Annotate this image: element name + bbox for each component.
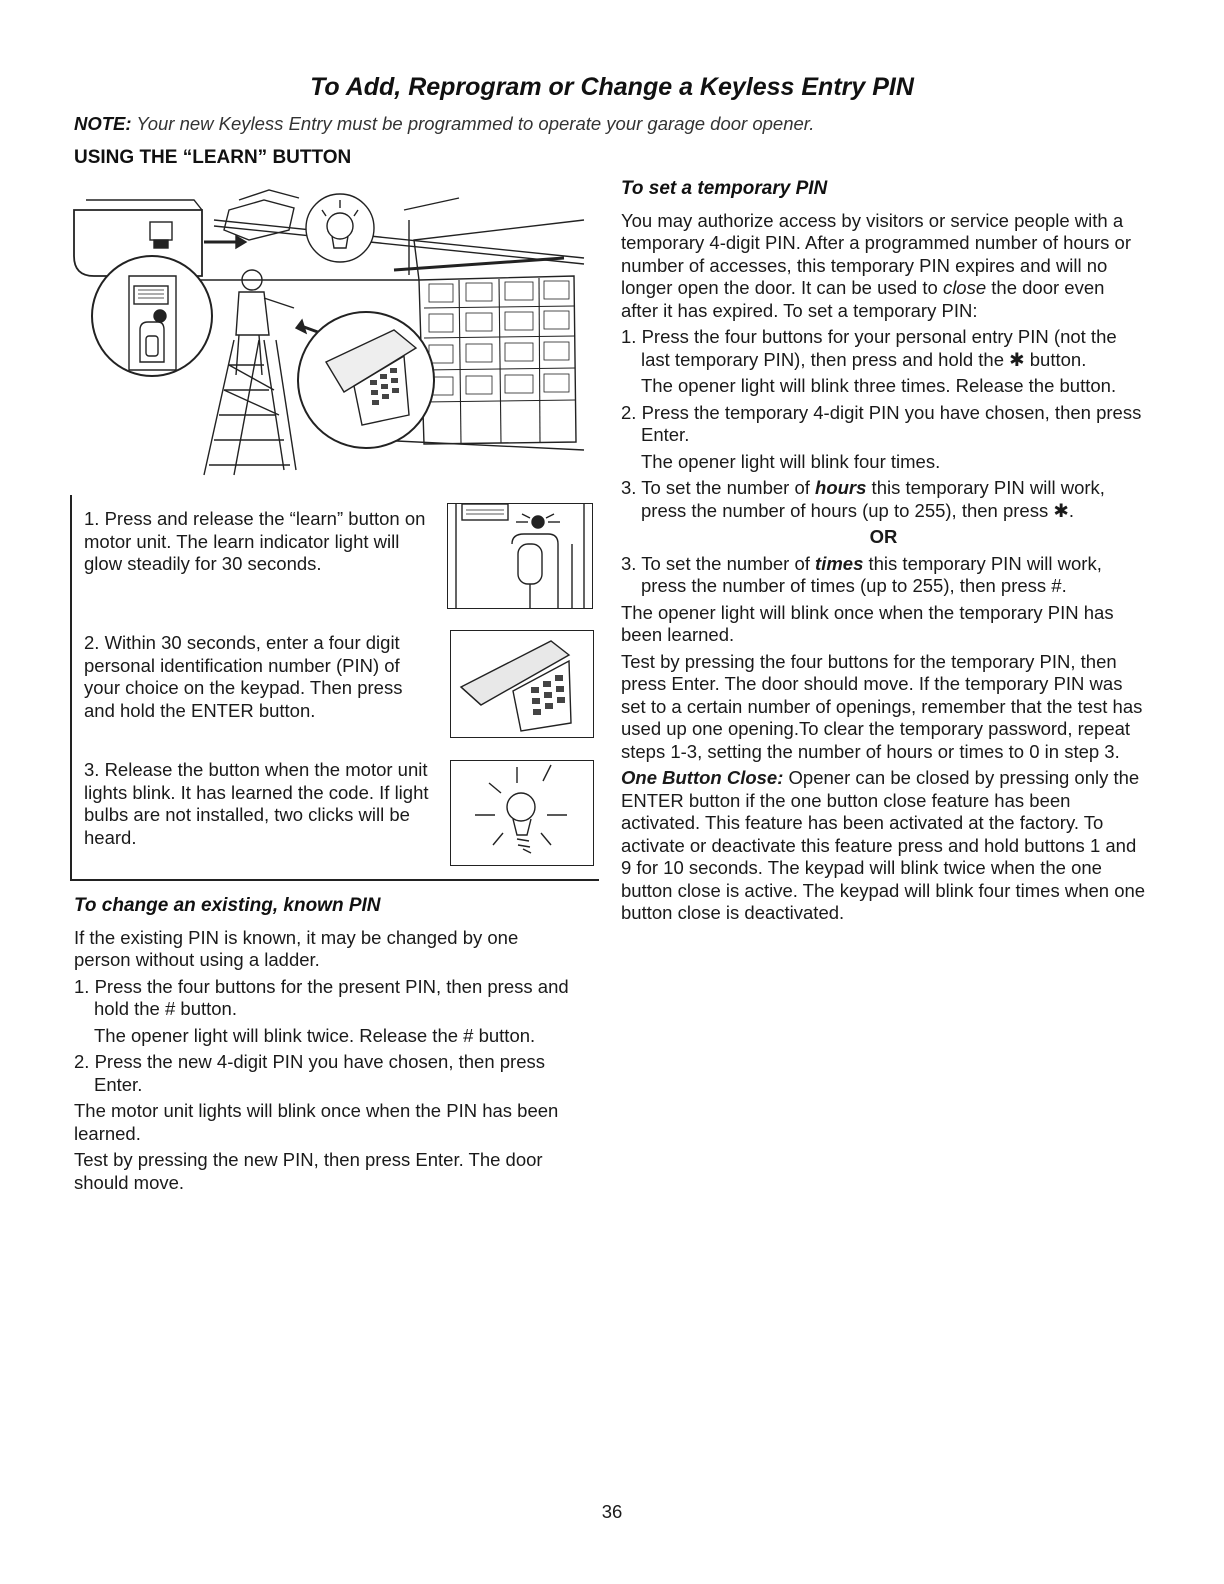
temp-pin-learned-text: The opener light will blink once when the temporary PIN has been learned.: [621, 601, 1114, 645]
step-3-times-post: this temporary PIN will work, press the number of times (up to 255), then press #.: [641, 552, 1102, 596]
temp-pin-step-1: 1. Press the four buttons for your personal entry PIN (not the last temporary PIN), then press and hold the ✱ button.: [621, 326, 1117, 370]
page-number: 36: [601, 1501, 623, 1522]
temp-pin-step-3-hours: [621, 477, 1146, 522]
learn-step-1: 1. Press and release the “learn” button on motor unit. The learn indicator light will glow steadily for 30 seconds.: [84, 508, 426, 574]
change-pin-test-text: Test by pressing the new PIN, then press Enter. The door should move.: [74, 1149, 543, 1193]
temp-pin-step-3-times: [621, 553, 1146, 598]
temp-pin-intro-a: You may authorize access by visitors or service people with a temporary 4-digit PIN. After a programmed number of hours or number of accesses, this temporary PIN expires and will no longer open the door. It can be used to: [621, 209, 1131, 298]
temp-pin-test-text: Test by pressing the four buttons for the temporary PIN, then press Enter. The door should move. If the temporary PIN was set to a certain number of openings, remember that the test has used up one opening.To clear the temporary password, repeat steps 1-3, setting the number of hours or times to 0 in step 3.: [621, 650, 1143, 762]
note: [74, 113, 814, 136]
light-bulb-figure: [450, 760, 594, 866]
or-separator: OR: [869, 526, 898, 547]
one-button-close-label: One Button Close:: [621, 767, 784, 788]
change-pin-heading: To change an existing, known PIN: [74, 895, 381, 916]
temp-pin-intro-b: the door even after it has expired. To set a temporary PIN:: [621, 277, 1105, 321]
change-pin-step-1: 1. Press the four buttons for the present PIN, then press and hold the # button.: [74, 975, 569, 1019]
change-pin-learned-text: The motor unit lights will blink once when the PIN has been learned.: [74, 1100, 559, 1144]
note-text: Your new Keyless Entry must be programmed to operate your garage door opener.: [136, 113, 815, 134]
one-button-close-text: Opener can be closed by pressing only the ENTER button if the one button close feature has been activated. This feature has been activated at the factory. To activate or deactivate this feature press and hold buttons 1 and 9 for 10 seconds. The keypad will blink twice when the one button close is active. The keypad will blink four times when one button close is deactivated.: [621, 767, 1146, 923]
step-3-times-word: times: [815, 552, 864, 574]
step-3-hours-post: this temporary PIN will work, press the number of hours (up to 255), then press ✱.: [641, 477, 1105, 521]
learn-button-figure: [447, 503, 593, 609]
temp-pin-heading: To set a temporary PIN: [621, 178, 828, 199]
step-3-times-pre: 3. To set the number of: [621, 552, 816, 574]
temp-pin-section: [621, 178, 1146, 929]
learn-step-2: 2. Within 30 seconds, enter a four digit personal identification number (PIN) of your choice on the keypad. Then press and hold the ENTER button.: [84, 632, 403, 721]
temp-pin-intro: [621, 210, 1146, 323]
temp-pin-step-1-note: The opener light will blink three times. Release the button.: [641, 375, 1117, 396]
one-button-close: [621, 767, 1146, 925]
change-pin-step-2: 2. Press the new 4-digit PIN you have chosen, then press Enter.: [74, 1051, 545, 1095]
change-pin-section: [74, 895, 579, 1198]
step-3-hours-word: hours: [815, 477, 867, 498]
change-pin-intro: If the existing PIN is known, it may be changed by one person without using a ladder.: [74, 926, 519, 970]
page-title: To Add, Reprogram or Change a Keyless Entry PIN: [310, 73, 914, 101]
learn-step-3: 3. Release the button when the motor unit lights blink. It has learned the code. If light bulbs are not installed, two clicks will be heard.: [84, 759, 429, 848]
note-label: NOTE:: [74, 113, 132, 134]
keypad-figure: [450, 630, 594, 738]
temp-pin-step-2-note: The opener light will blink four times.: [641, 450, 941, 472]
garage-illustration: [64, 180, 588, 480]
temp-pin-intro-close: close: [942, 277, 987, 298]
change-pin-step-1-note: The opener light will blink twice. Release the # button.: [94, 1024, 536, 1046]
step-3-hours-pre: 3. To set the number of: [621, 477, 816, 498]
temp-pin-step-2: 2. Press the temporary 4-digit PIN you have chosen, then press Enter.: [621, 401, 1142, 445]
learn-button-heading: USING THE “LEARN” BUTTON: [74, 147, 352, 168]
